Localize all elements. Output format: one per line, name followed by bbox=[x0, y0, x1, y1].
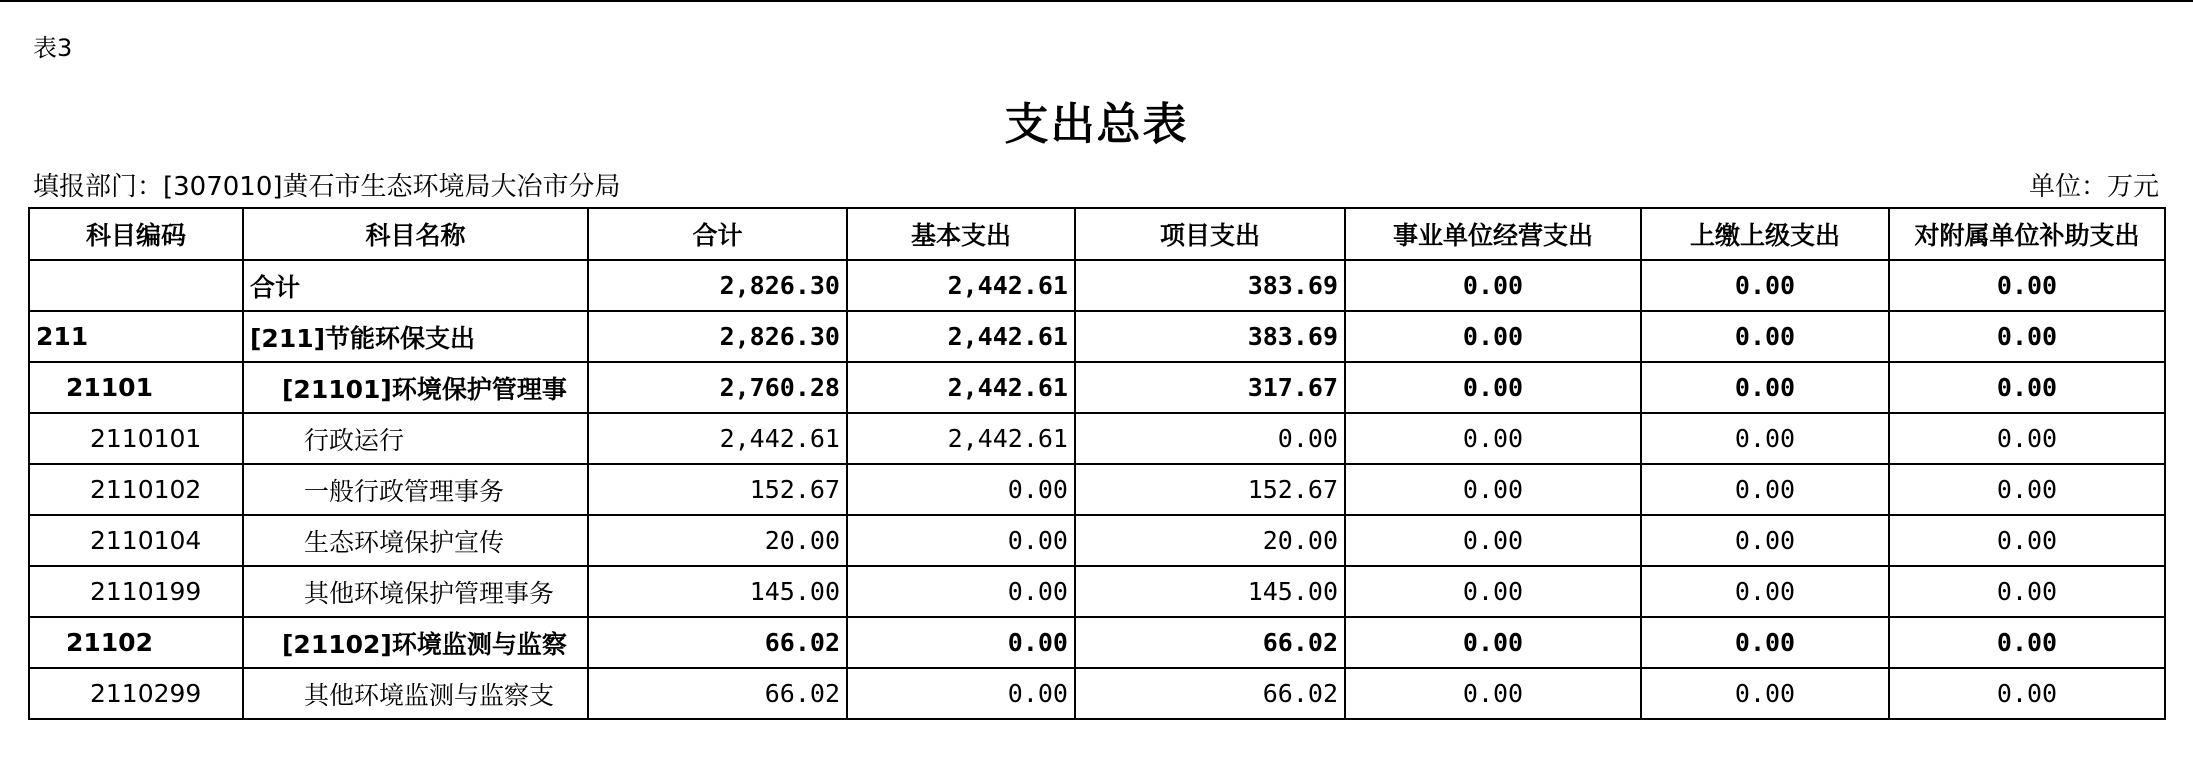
cell-remit: 0.00 bbox=[1641, 362, 1889, 413]
cell-total: 66.02 bbox=[588, 668, 847, 719]
cell-total: 2,760.28 bbox=[588, 362, 847, 413]
cell-project: 20.00 bbox=[1075, 515, 1345, 566]
cell-total: 2,826.30 bbox=[588, 260, 847, 311]
table-row bbox=[29, 362, 2165, 413]
cell-code: 2110104 bbox=[29, 515, 243, 566]
cell-basic: 2,442.61 bbox=[847, 413, 1075, 464]
cell-basic: 0.00 bbox=[847, 668, 1075, 719]
cell-basic: 0.00 bbox=[847, 566, 1075, 617]
header-project-expenditure: 项目支出 bbox=[1075, 208, 1345, 260]
table-row bbox=[29, 566, 2165, 617]
cell-subsidy: 0.00 bbox=[1889, 311, 2165, 362]
cell-remit: 0.00 bbox=[1641, 617, 1889, 668]
cell-project: 66.02 bbox=[1075, 668, 1345, 719]
top-border-line bbox=[0, 0, 2193, 2]
cell-code: 21101 bbox=[29, 362, 243, 413]
header-basic-expenditure: 基本支出 bbox=[847, 208, 1075, 260]
cell-project: 0.00 bbox=[1075, 413, 1345, 464]
table-row bbox=[29, 413, 2165, 464]
cell-total: 20.00 bbox=[588, 515, 847, 566]
cell-remit: 0.00 bbox=[1641, 566, 1889, 617]
header-total: 合计 bbox=[588, 208, 847, 260]
cell-operating: 0.00 bbox=[1345, 413, 1641, 464]
header-row bbox=[29, 208, 2165, 260]
cell-name: [211]节能环保支出 bbox=[243, 311, 588, 362]
header-subject-name: 科目名称 bbox=[243, 208, 588, 260]
cell-code: 2110199 bbox=[29, 566, 243, 617]
cell-remit: 0.00 bbox=[1641, 413, 1889, 464]
header-subsidy-affiliates: 对附属单位补助支出 bbox=[1889, 208, 2165, 260]
cell-basic: 0.00 bbox=[847, 515, 1075, 566]
cell-subsidy: 0.00 bbox=[1889, 515, 2165, 566]
cell-code: 211 bbox=[29, 311, 243, 362]
header-operating-expenditure: 事业单位经营支出 bbox=[1345, 208, 1641, 260]
cell-name: [21101]环境保护管理事 bbox=[243, 362, 588, 413]
cell-operating: 0.00 bbox=[1345, 362, 1641, 413]
unit-label: 单位：万元 bbox=[2028, 172, 2159, 202]
cell-project: 383.69 bbox=[1075, 311, 1345, 362]
cell-project: 383.69 bbox=[1075, 260, 1345, 311]
table-row bbox=[29, 668, 2165, 719]
cell-remit: 0.00 bbox=[1641, 464, 1889, 515]
cell-operating: 0.00 bbox=[1345, 566, 1641, 617]
cell-project: 152.67 bbox=[1075, 464, 1345, 515]
page-title: 支出总表 bbox=[1004, 99, 1189, 150]
reporting-department: 填报部门：[307010]黄石市生态环境局大冶市分局 bbox=[33, 172, 621, 202]
cell-total: 2,442.61 bbox=[588, 413, 847, 464]
cell-name: 一般行政管理事务 bbox=[243, 464, 588, 515]
cell-operating: 0.00 bbox=[1345, 515, 1641, 566]
cell-operating: 0.00 bbox=[1345, 464, 1641, 515]
header-remit-superior: 上缴上级支出 bbox=[1641, 208, 1889, 260]
table-row bbox=[29, 464, 2165, 515]
table-row bbox=[29, 311, 2165, 362]
cell-code: 2110101 bbox=[29, 413, 243, 464]
table-body bbox=[29, 260, 2165, 719]
cell-remit: 0.00 bbox=[1641, 311, 1889, 362]
cell-subsidy: 0.00 bbox=[1889, 362, 2165, 413]
table-row bbox=[29, 617, 2165, 668]
cell-total: 145.00 bbox=[588, 566, 847, 617]
cell-total: 152.67 bbox=[588, 464, 847, 515]
cell-name: 行政运行 bbox=[243, 413, 588, 464]
cell-basic: 2,442.61 bbox=[847, 362, 1075, 413]
cell-operating: 0.00 bbox=[1345, 617, 1641, 668]
cell-code: 2110102 bbox=[29, 464, 243, 515]
cell-project: 66.02 bbox=[1075, 617, 1345, 668]
cell-project: 317.67 bbox=[1075, 362, 1345, 413]
header-subject-code: 科目编码 bbox=[29, 208, 243, 260]
cell-basic: 0.00 bbox=[847, 464, 1075, 515]
cell-operating: 0.00 bbox=[1345, 668, 1641, 719]
expenditure-table bbox=[28, 207, 2166, 720]
cell-name: 合计 bbox=[243, 260, 588, 311]
cell-name: 其他环境保护管理事务 bbox=[243, 566, 588, 617]
table-number-label: 表3 bbox=[33, 34, 73, 62]
cell-project: 145.00 bbox=[1075, 566, 1345, 617]
cell-remit: 0.00 bbox=[1641, 260, 1889, 311]
cell-operating: 0.00 bbox=[1345, 260, 1641, 311]
cell-basic: 2,442.61 bbox=[847, 260, 1075, 311]
cell-total: 66.02 bbox=[588, 617, 847, 668]
cell-code: 21102 bbox=[29, 617, 243, 668]
cell-name: 生态环境保护宣传 bbox=[243, 515, 588, 566]
cell-subsidy: 0.00 bbox=[1889, 260, 2165, 311]
cell-code: 2110299 bbox=[29, 668, 243, 719]
table-row bbox=[29, 260, 2165, 311]
cell-subsidy: 0.00 bbox=[1889, 566, 2165, 617]
cell-operating: 0.00 bbox=[1345, 311, 1641, 362]
cell-total: 2,826.30 bbox=[588, 311, 847, 362]
cell-subsidy: 0.00 bbox=[1889, 413, 2165, 464]
cell-code bbox=[29, 260, 243, 311]
cell-name: 其他环境监测与监察支 bbox=[243, 668, 588, 719]
cell-subsidy: 0.00 bbox=[1889, 668, 2165, 719]
cell-subsidy: 0.00 bbox=[1889, 617, 2165, 668]
cell-remit: 0.00 bbox=[1641, 668, 1889, 719]
cell-basic: 2,442.61 bbox=[847, 311, 1075, 362]
cell-name: [21102]环境监测与监察 bbox=[243, 617, 588, 668]
cell-subsidy: 0.00 bbox=[1889, 464, 2165, 515]
cell-basic: 0.00 bbox=[847, 617, 1075, 668]
table-row bbox=[29, 515, 2165, 566]
cell-remit: 0.00 bbox=[1641, 515, 1889, 566]
